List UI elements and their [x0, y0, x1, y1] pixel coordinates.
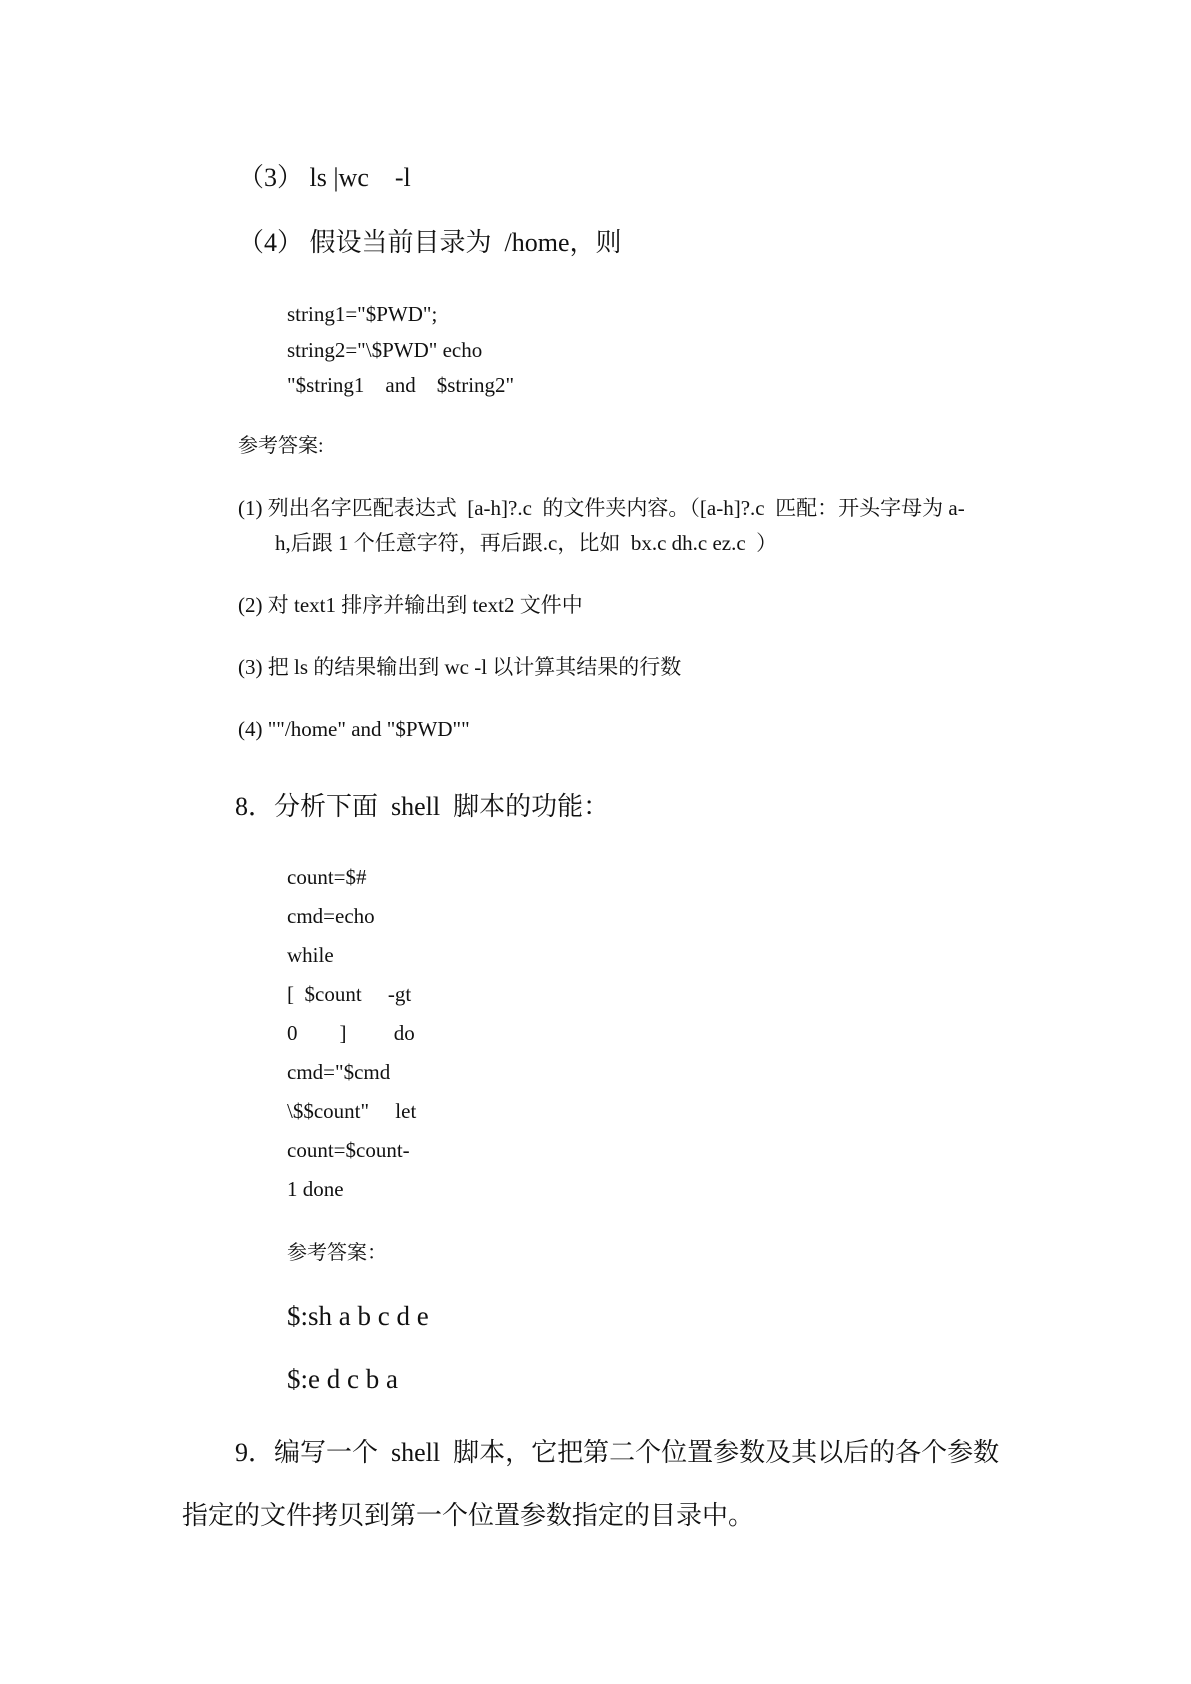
code-line: while [287, 943, 334, 967]
code-line: string1="$PWD"; [287, 302, 438, 326]
code-line: 0 ] do [287, 1021, 415, 1045]
answer-item: (4) ""/home" and "$PWD"" [238, 717, 470, 741]
code-line: 1 done [287, 1177, 344, 1201]
code-line: cmd="$cmd [287, 1060, 391, 1084]
answer-item: (1) 列出名字匹配表达式 [a-h]?.c 的文件夹内容。（[a-h]?.c 匹配：开头字母为 a- [238, 496, 965, 520]
q8-answer-line: $:e d c b a [287, 1364, 398, 1394]
code-line: \$$count" let [287, 1099, 417, 1123]
question-9-line-1: 9．编写一个 shell 脚本，它把第二个位置参数及其以后的各个参数 [235, 1438, 1000, 1467]
code-line: "$string1 and $string2" [287, 373, 515, 397]
code-line: string2="\$PWD" echo [287, 338, 483, 362]
answer-item: (3) 把 ls 的结果输出到 wc -l 以计算其结果的行数 [238, 655, 682, 679]
answer-label: 参考答案： [287, 1242, 387, 1264]
code-line: count=$# [287, 865, 367, 889]
code-line: count=$count- [287, 1138, 410, 1162]
q8-answer-line: $:sh a b c d e [287, 1301, 429, 1331]
answer-item: (2) 对 text1 排序并输出到 text2 文件中 [238, 593, 583, 617]
question-3-line: （3） ls |wc -l [238, 163, 411, 192]
question-9-line-2: 指定的文件拷贝到第一个位置参数指定的目录中。 [182, 1501, 755, 1530]
question-8-title: 8．分析下面 shell 脚本的功能： [235, 792, 610, 821]
answer-label: 参考答案: [238, 435, 324, 457]
answer-item-continuation: h,后跟 1 个任意字符，再后跟.c，比如 bx.c dh.c ez.c ） [275, 531, 778, 555]
code-line: cmd=echo [287, 904, 375, 928]
question-4-line: （4） 假设当前目录为 /home，则 [238, 228, 622, 257]
code-line: [ $count -gt [287, 982, 412, 1006]
